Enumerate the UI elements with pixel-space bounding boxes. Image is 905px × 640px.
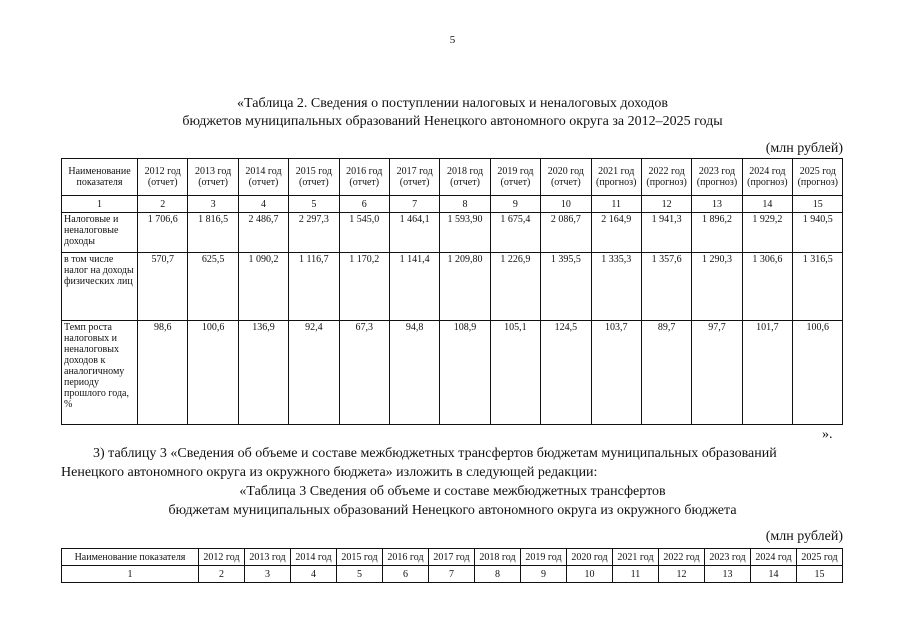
row-label-cell: в том числе налог на доходы физических лиц (62, 253, 138, 321)
table-cell: 1 141,4 (389, 253, 439, 321)
column-number-cell: 12 (659, 566, 705, 583)
table-cell: 97,7 (692, 321, 742, 425)
table-cell: 625,5 (188, 253, 238, 321)
table-header-cell: 2020 год (отчет) (541, 159, 591, 196)
column-number-cell: 6 (383, 566, 429, 583)
table-header-cell: 2012 год (199, 549, 245, 566)
table-header-cell: 2016 год (отчет) (339, 159, 389, 196)
table-cell: 570,7 (138, 253, 188, 321)
table3-title-line1: «Таблица 3 Сведения об объеме и составе межбюджетных трансфертов (239, 484, 666, 499)
paragraph-line1: 3) таблицу 3 «Сведения об объеме и составе межбюджетных трансфертов бюджетам муниципальных образований (93, 446, 777, 461)
row-label-cell: Темп роста налоговых и неналоговых доходов к аналогичному периоду прошлого года, % (62, 321, 138, 425)
table-cell: 98,6 (138, 321, 188, 425)
column-number-cell: 3 (245, 566, 291, 583)
table-header-cell: 2015 год (отчет) (289, 159, 339, 196)
table-header-cell: 2023 год (прогноз) (692, 159, 742, 196)
table-cell: 2 086,7 (541, 213, 591, 253)
table3-header-row (62, 549, 843, 566)
column-number-cell: 4 (238, 196, 288, 213)
column-number-cell: 10 (567, 566, 613, 583)
table-header-cell: 2016 год (383, 549, 429, 566)
table-header-cell: 2019 год (отчет) (490, 159, 540, 196)
table-header-cell: 2022 год (659, 549, 705, 566)
column-number-cell: 2 (199, 566, 245, 583)
column-number-cell: 13 (705, 566, 751, 583)
table3-unit: (млн рублей) (765, 529, 843, 544)
table3-column-numbers-row (62, 566, 843, 583)
table-cell: 1 593,90 (440, 213, 490, 253)
table3 (61, 548, 843, 583)
table-cell: 103,7 (591, 321, 641, 425)
table2-closing-quote: ». (822, 427, 833, 442)
column-number-cell: 13 (692, 196, 742, 213)
table-header-cell: 2020 год (567, 549, 613, 566)
row-label-cell: Налоговые и неналоговые доходы (62, 213, 138, 253)
table2-title-line1: «Таблица 2. Сведения о поступлении налоговых и неналоговых доходов (237, 96, 668, 111)
table-header-cell: 2018 год (475, 549, 521, 566)
table-cell: 1 896,2 (692, 213, 742, 253)
column-number-cell: 8 (440, 196, 490, 213)
table-header-cell: 2012 год (отчет) (138, 159, 188, 196)
table-header-cell: 2022 год (прогноз) (641, 159, 691, 196)
table-cell: 1 929,2 (742, 213, 792, 253)
column-number-cell: 6 (339, 196, 389, 213)
table-cell: 2 297,3 (289, 213, 339, 253)
table-cell: 100,6 (793, 321, 843, 425)
column-number-cell: 7 (389, 196, 439, 213)
column-number-cell: 12 (641, 196, 691, 213)
table-cell: 1 170,2 (339, 253, 389, 321)
table-cell: 1 306,6 (742, 253, 792, 321)
table-header-cell: 2018 год (отчет) (440, 159, 490, 196)
column-number-cell: 9 (490, 196, 540, 213)
table-row (62, 321, 843, 425)
table-header-cell: 2013 год (245, 549, 291, 566)
table-cell: 1 545,0 (339, 213, 389, 253)
column-number-cell: 1 (62, 196, 138, 213)
table-header-cell: 2015 год (337, 549, 383, 566)
table-header-cell: 2017 год (429, 549, 475, 566)
column-number-cell: 14 (742, 196, 792, 213)
table-header-cell: 2019 год (521, 549, 567, 566)
table2-unit: (млн рублей) (765, 141, 843, 156)
table-header-cell: 2013 год (отчет) (188, 159, 238, 196)
column-number-cell: 3 (188, 196, 238, 213)
table3-title-line2: бюджетам муниципальных образований Ненецкого автономного округа из окружного бюджета (168, 503, 737, 518)
table-cell: 1 464,1 (389, 213, 439, 253)
table-cell: 1 940,5 (793, 213, 843, 253)
table-cell: 101,7 (742, 321, 792, 425)
table-cell: 1 357,6 (641, 253, 691, 321)
column-number-cell: 9 (521, 566, 567, 583)
table-header-cell: 2021 год (613, 549, 659, 566)
table-cell: 1 316,5 (793, 253, 843, 321)
table-row (62, 213, 843, 253)
table2-title-line2: бюджетов муниципальных образований Ненецкого автономного округа за 2012–2025 годы (182, 114, 723, 129)
table-cell: 1 816,5 (188, 213, 238, 253)
table2-header-row (62, 159, 843, 196)
table-cell: 1 335,3 (591, 253, 641, 321)
table-cell: 1 116,7 (289, 253, 339, 321)
table-cell: 2 486,7 (238, 213, 288, 253)
table-cell: 1 226,9 (490, 253, 540, 321)
table-header-cell: 2023 год (705, 549, 751, 566)
column-number-cell: 11 (613, 566, 659, 583)
table2 (61, 158, 843, 425)
column-number-cell: 8 (475, 566, 521, 583)
column-number-cell: 10 (541, 196, 591, 213)
table-header-cell: 2017 год (отчет) (389, 159, 439, 196)
table-cell: 92,4 (289, 321, 339, 425)
table-header-cell: 2014 год (291, 549, 337, 566)
column-number-cell: 14 (751, 566, 797, 583)
column-number-cell: 2 (138, 196, 188, 213)
table-header-cell: 2025 год (797, 549, 843, 566)
table-cell: 136,9 (238, 321, 288, 425)
column-number-cell: 4 (291, 566, 337, 583)
table-header-cell: Наименование показателя (62, 159, 138, 196)
table-cell: 1 090,2 (238, 253, 288, 321)
table-row (62, 253, 843, 321)
table-cell: 105,1 (490, 321, 540, 425)
table-cell: 108,9 (440, 321, 490, 425)
column-number-cell: 5 (337, 566, 383, 583)
table-cell: 2 164,9 (591, 213, 641, 253)
table-cell: 94,8 (389, 321, 439, 425)
table-cell: 67,3 (339, 321, 389, 425)
table-header-cell: 2021 год (прогноз) (591, 159, 641, 196)
table-cell: 1 706,6 (138, 213, 188, 253)
paragraph-line2: Ненецкого автономного округа из окружного бюджета» изложить в следующей редакции: (61, 465, 598, 480)
table-header-cell: 2024 год (прогноз) (742, 159, 792, 196)
table-header-cell: 2025 год (прогноз) (793, 159, 843, 196)
table-header-cell: 2024 год (751, 549, 797, 566)
table-cell: 89,7 (641, 321, 691, 425)
table-cell: 1 395,5 (541, 253, 591, 321)
table-cell: 1 290,3 (692, 253, 742, 321)
table2-column-numbers-row (62, 196, 843, 213)
column-number-cell: 1 (62, 566, 199, 583)
table-header-cell: 2014 год (отчет) (238, 159, 288, 196)
column-number-cell: 7 (429, 566, 475, 583)
table-cell: 1 941,3 (641, 213, 691, 253)
table-cell: 100,6 (188, 321, 238, 425)
table-cell: 1 675,4 (490, 213, 540, 253)
table-cell: 124,5 (541, 321, 591, 425)
table-cell: 1 209,80 (440, 253, 490, 321)
column-number-cell: 11 (591, 196, 641, 213)
column-number-cell: 5 (289, 196, 339, 213)
column-number-cell: 15 (797, 566, 843, 583)
column-number-cell: 15 (793, 196, 843, 213)
table-header-cell: Наименование показателя (62, 549, 199, 566)
page-number: 5 (449, 34, 456, 46)
